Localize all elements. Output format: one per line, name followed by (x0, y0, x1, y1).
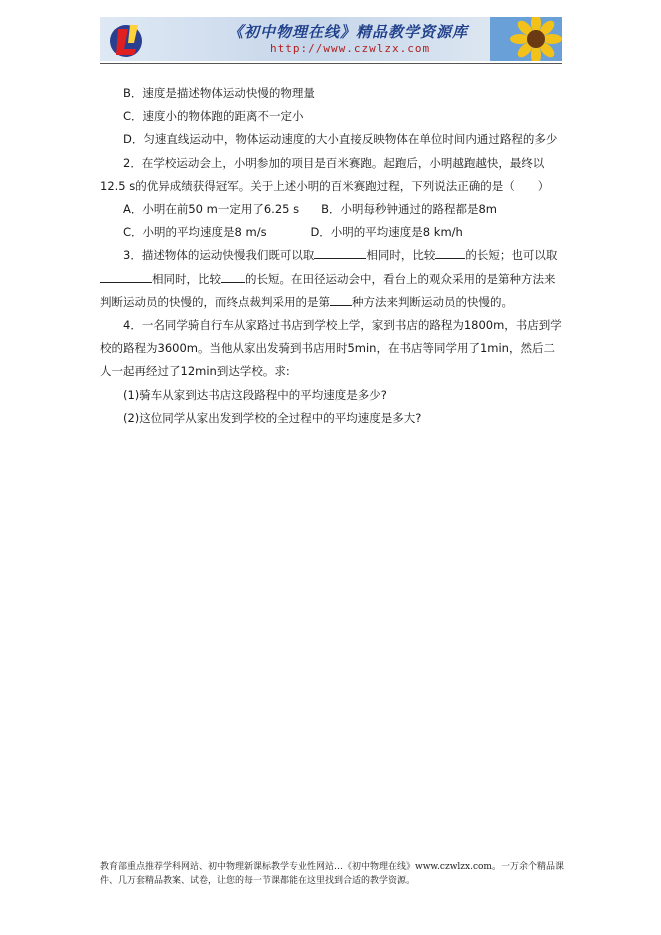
question-2-option-d: D．小明的平均速度是8 km/h (310, 225, 463, 240)
answer-blank (314, 246, 366, 259)
answer-blank (330, 293, 352, 306)
question-4-part-1: (1)骑车从家到达书店这段路程中的平均速度是多少? (123, 387, 387, 402)
question-2-options-ab (100, 198, 566, 221)
question-3-text-1: 3．描述物体的运动快慢我们既可以取 (123, 248, 315, 263)
question-3-text-3: 的长短；也可以取 (465, 248, 558, 263)
question-2-option-c: C．小明的平均速度是8 m/s (123, 225, 267, 240)
question-2-options-cd (100, 221, 566, 244)
question-3-text-7: 种方法来判断运动员的快慢的。 (352, 294, 513, 309)
header-rule (100, 63, 562, 64)
banner-url[interactable]: http://www.czwlzx.com (270, 42, 431, 55)
question-3-text-4: 相同时，比较 (152, 271, 221, 286)
question-4-part-2: (2)这位同学从家出发到学校的全过程中的平均速度是多大? (123, 410, 422, 425)
page-footer: 教育部重点推荐学科网站、初中物理新课标教学专业性网站…《初中物理在线》www.czwlzx.com。一万余个精品课件、几万套精品教案、试卷，让您的每一节课都能在这里找到合适的教学资源。 (100, 862, 564, 886)
question-4-stem: 4．一名同学骑自行车从家路过书店到学校上学，家到书店的路程为1800m，书店到学校的路程为3600m。当他从家出发骑到书店用时5min，在书店等同学用了1min，然后二人一起再经过了12min到达学校。求: (100, 318, 562, 379)
question-3 (100, 244, 566, 314)
option-b-line: B．速度是描述物体运动快慢的物理量 (123, 86, 315, 100)
question-3-text-2: 相同时，比较 (366, 248, 436, 263)
question-3-text-6: 种方法来判断运动员的快慢的，而终点裁判采用的是第 (100, 271, 556, 309)
option-d-line: D．匀速直线运动中，物体运动速度的大小直接反映物体在单位时间内通过路程的多少 (123, 132, 558, 147)
sunflower-icon (490, 17, 562, 61)
site-logo-icon (104, 19, 148, 59)
answer-blank (221, 270, 245, 283)
answer-blank (100, 270, 152, 283)
document-body (100, 82, 566, 430)
answer-blank (435, 246, 465, 259)
banner-title: 《初中物理在线》精品教学资源库 (228, 23, 469, 41)
question-2-option-a: A．小明在前50 m一定用了6.25 s (123, 202, 300, 217)
header-banner (100, 17, 562, 61)
question-2-option-b: B．小明每秒钟通过的路程都是8m (321, 202, 497, 217)
option-c-line: C．速度小的物体跑的距离不一定小 (123, 109, 304, 124)
question-3-text-5: 的长短。在田径运动会中，看台上的观众采用的是第 (245, 271, 510, 286)
question-2-stem: 2．在学校运动会上，小明参加的项目是百米赛跑。起跑后，小明越跑越快，最终以12.5 s的优异成绩获得冠军。关于上述小明的百米赛跑过程，下列说法正确的是（ ） (100, 155, 550, 193)
